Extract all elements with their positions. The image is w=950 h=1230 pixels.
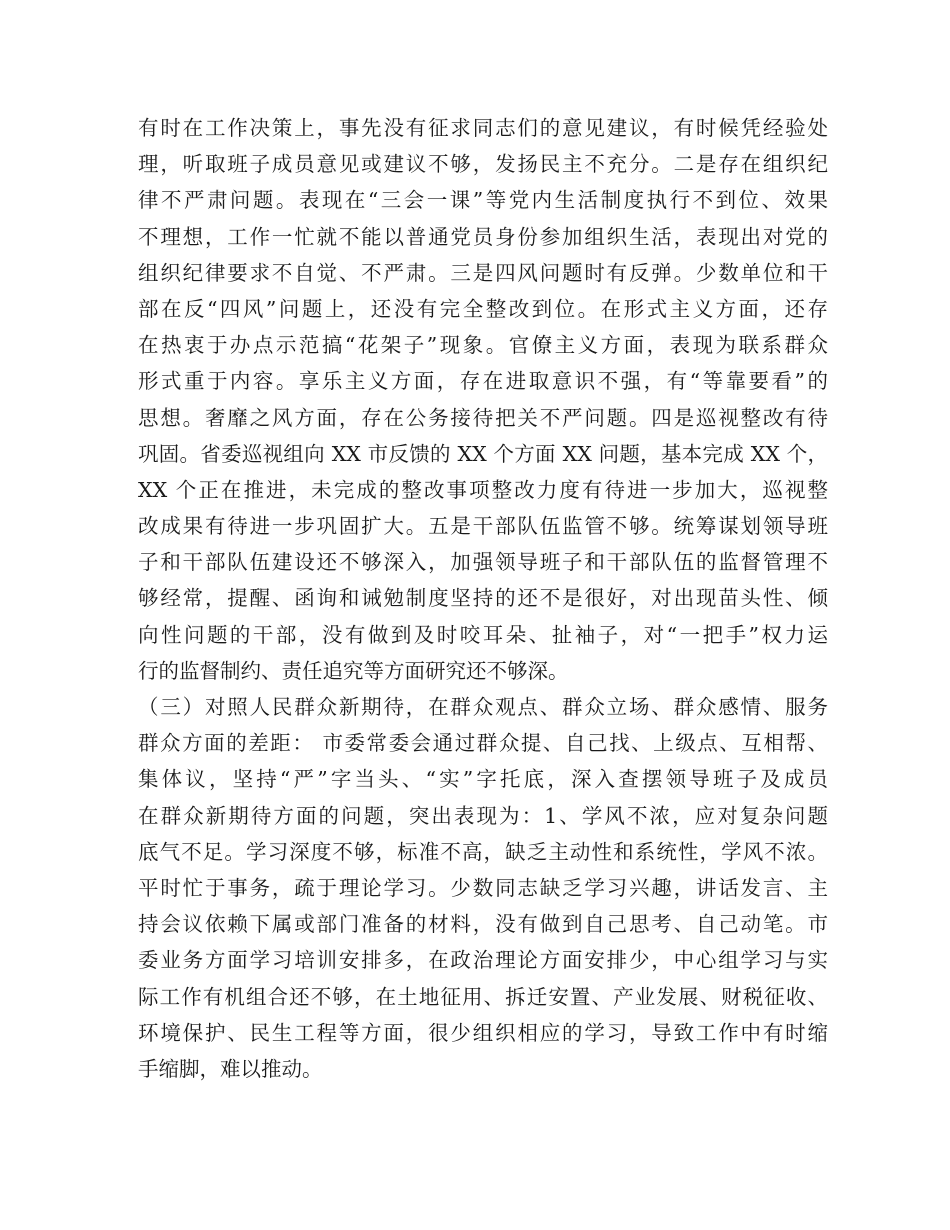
text-line: 群众方面的差距： 市委常委会通过群众提、自己找、上级点、互相帮、 — [138, 731, 828, 756]
text-line: 巩固。省委巡视组向 XX 市反馈的 XX 个方面 XX 问题，基本完成 XX 个， — [138, 441, 828, 466]
section-heading-line: （三）对照人民群众新期待，在群众观点、群众立场、群众感情、服务 — [138, 695, 828, 719]
text-line: 持会议依赖下属或部门准备的材料，没有做到自己思考、自己动笔。市 — [138, 912, 828, 937]
text-line: 够经常，提醒、函询和诫勉制度坚持的还不是很好，对出现苗头性、倾 — [138, 586, 828, 611]
text-line: XX 个正在推进，未完成的整改事项整改力度有待进一步加大，巡视整 — [138, 477, 828, 502]
text-line: 子和干部队伍建设还不够深入，加强领导班子和干部队伍的监督管理不 — [138, 550, 828, 575]
text-line: 平时忙于事务，疏于理论学习。少数同志缺乏学习兴趣，讲话发言、主 — [138, 875, 828, 900]
text-line: 部在反“四风”问题上，还没有完全整改到位。在形式主义方面，还存 — [138, 296, 828, 321]
text-line: 律不严肃问题。表现在“三会一课”等党内生活制度执行不到位、效果 — [138, 188, 828, 213]
text-line: 在群众新期待方面的问题，突出表现为：1、学风不浓，应对复杂问题 — [138, 803, 828, 828]
body-text — [138, 110, 828, 1087]
text-line: 有时在工作决策上，事先没有征求同志们的意见建议，有时候凭经验处 — [138, 116, 828, 140]
text-line: 形式重于内容。享乐主义方面，存在进取意识不强，有“等靠要看”的 — [138, 369, 828, 394]
text-line: 在热衷于办点示范搞“花架子”现象。官僚主义方面，表现为联系群众 — [138, 333, 828, 358]
text-line: 际工作有机组合还不够，在土地征用、拆迁安置、产业发展、财税征收、 — [138, 984, 828, 1009]
text-line: 改成果有待进一步巩固扩大。五是干部队伍监管不够。统筹谋划领导班 — [138, 514, 828, 539]
text-line: 组织纪律要求不自觉、不严肃。三是四风问题时有反弹。少数单位和干 — [138, 260, 828, 285]
text-line: 不理想，工作一忙就不能以普通党员身份参加组织生活，表现出对党的 — [138, 224, 828, 249]
text-line: 委业务方面学习培训安排多，在政治理论方面安排少，中心组学习与实 — [138, 948, 828, 973]
text-line: 环境保护、民生工程等方面，很少组织相应的学习，导致工作中有时缩 — [138, 1020, 828, 1045]
text-line: 底气不足。学习深度不够，标准不高，缺乏主动性和系统性，学风不浓。 — [138, 839, 828, 864]
text-line: 思想。奢靡之风方面，存在公务接待把关不严问题。四是巡视整改有待 — [138, 405, 828, 430]
text-line: 向性问题的干部，没有做到及时咬耳朵、扯袖子，对“一把手”权力运 — [138, 622, 828, 647]
text-line: 手缩脚，难以推动。 — [138, 1056, 323, 1081]
text-line: 集体议，坚持“严”字当头、“实”字托底，深入查摆领导班子及成员 — [138, 767, 828, 792]
text-line: 行的监督制约、责任追究等方面研究还不够深。 — [138, 658, 569, 683]
text-line: 理，听取班子成员意见或建议不够，发扬民主不充分。二是存在组织纪 — [138, 152, 828, 177]
